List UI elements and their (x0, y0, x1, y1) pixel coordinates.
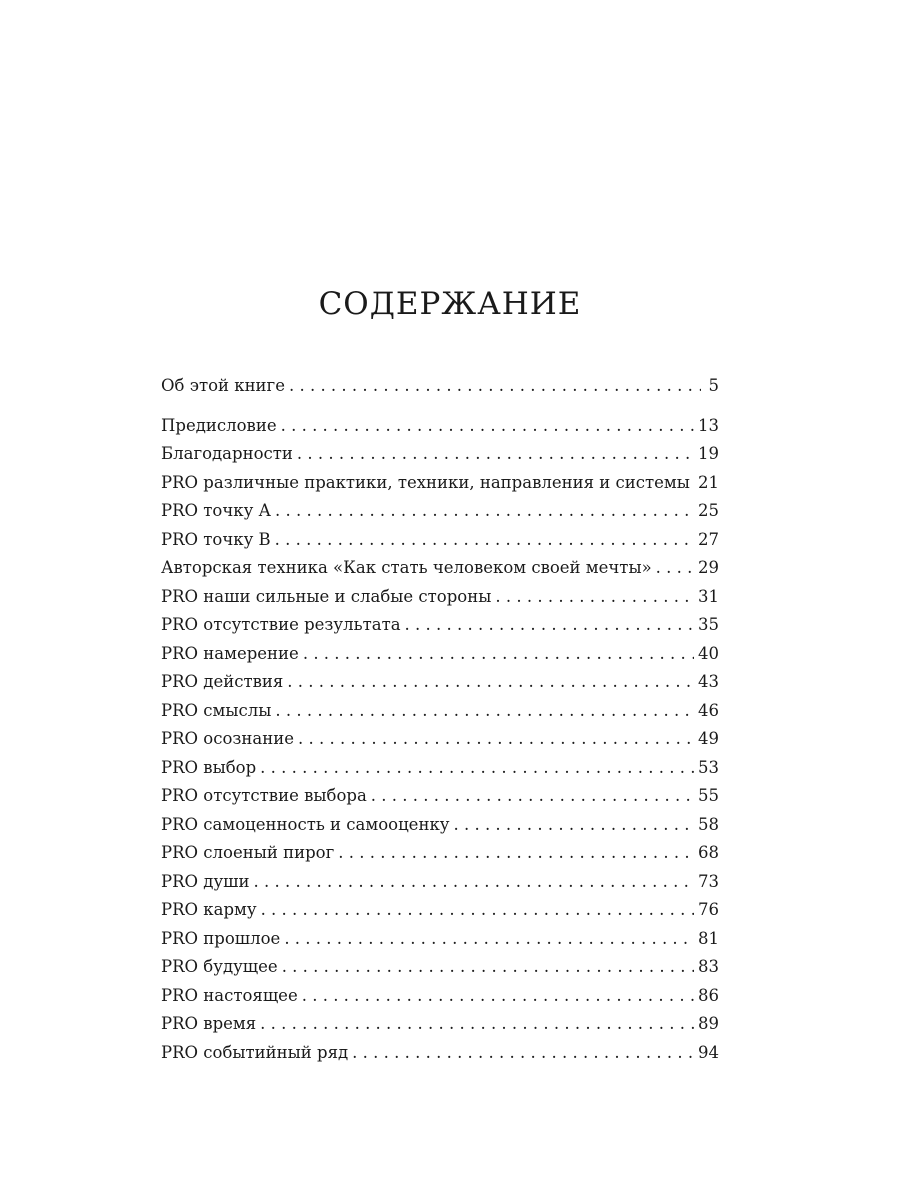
dot-leader (275, 497, 694, 526)
toc-entry (161, 697, 719, 726)
toc-entry (161, 754, 719, 783)
dot-leader (289, 372, 701, 401)
toc-entry-page: 43 (698, 672, 719, 691)
dot-leader (371, 782, 694, 811)
toc-entry (161, 782, 719, 811)
toc-entry (161, 668, 719, 697)
toc-entry (161, 1010, 719, 1039)
toc-entry (161, 925, 719, 954)
toc-entry-page: 68 (698, 843, 719, 862)
toc-entry (161, 440, 719, 469)
dot-leader (297, 440, 694, 469)
toc-entry-label: Об этой книге (161, 376, 285, 395)
toc-entry-page: 13 (698, 415, 719, 435)
toc-entry (161, 1039, 719, 1068)
toc-entry-page: 49 (698, 729, 719, 748)
toc-entry-label: Авторская техника «Как стать человеком своей мечты» (161, 558, 652, 577)
toc-entry-label: PRO настоящее (161, 985, 298, 1005)
dot-leader (261, 896, 694, 925)
toc-entry-page: 81 (698, 928, 719, 948)
toc-entry-page: 27 (698, 529, 719, 549)
toc-entry-page: 35 (698, 615, 719, 634)
table-of-contents (161, 372, 719, 1067)
toc-entry-page: 83 (698, 957, 719, 976)
toc-entry-label: PRO слоеный пирог (161, 843, 335, 862)
toc-entry-page: 53 (698, 757, 719, 777)
toc-entry (161, 497, 719, 526)
dot-leader (284, 925, 694, 954)
dot-leader (254, 868, 694, 897)
toc-entry-label: Предисловие (161, 415, 277, 435)
toc-entry-page: 55 (698, 786, 719, 805)
toc-entry (161, 611, 719, 640)
toc-entry-page: 25 (698, 501, 719, 520)
toc-entry-page: 76 (698, 900, 719, 919)
toc-entry-label: PRO выбор (161, 757, 257, 777)
toc-entry-page: 46 (698, 700, 719, 720)
toc-entry-page: 89 (698, 1014, 719, 1033)
toc-entry (161, 811, 719, 840)
toc-entry-label: PRO прошлое (161, 928, 281, 948)
toc-entry-page: 31 (698, 586, 719, 606)
page-title: СОДЕРЖАНИЕ (318, 286, 582, 322)
toc-entry-page: 21 (698, 472, 719, 492)
toc-entry-label: PRO событийный ряд (161, 1042, 349, 1062)
toc-entry (161, 839, 719, 868)
toc-entry (161, 640, 719, 669)
toc-entry-page: 29 (698, 558, 719, 577)
toc-entry-page: 19 (698, 444, 719, 463)
dot-leader (656, 554, 694, 583)
toc-entry-label: PRO время (161, 1014, 257, 1033)
toc-entry-label: PRO карму (161, 900, 257, 919)
dot-leader (287, 668, 694, 697)
dot-leader (275, 697, 694, 726)
toc-entry-label: PRO души (161, 871, 250, 891)
dot-leader (405, 611, 694, 640)
dot-leader (275, 526, 694, 555)
toc-entry-label: PRO намерение (161, 643, 299, 663)
dot-leader (260, 754, 694, 783)
toc-entry (161, 469, 719, 498)
dot-leader (281, 412, 694, 441)
toc-entry-page: 86 (698, 985, 719, 1005)
toc-entry-page: 40 (698, 643, 719, 663)
toc-entry-label: PRO различные практики, техники, направления и системы (161, 472, 690, 492)
toc-entry-label: Благодарности (161, 444, 293, 463)
toc-entry-label: PRO точку В (161, 529, 271, 549)
dot-leader (495, 583, 694, 612)
toc-entry (161, 953, 719, 982)
toc-entry-page: 5 (708, 376, 719, 395)
toc-entry-page: 58 (698, 814, 719, 834)
toc-entry-label: PRO отсутствие выбора (161, 786, 367, 805)
toc-entry-page: 73 (698, 871, 719, 891)
toc-entry (161, 868, 719, 897)
dot-leader (453, 811, 694, 840)
dot-leader (298, 725, 694, 754)
dot-leader (303, 640, 694, 669)
toc-entry (161, 725, 719, 754)
toc-entry-label: PRO самоценность и самооценку (161, 814, 450, 834)
dot-leader (352, 1039, 694, 1068)
toc-entry (161, 583, 719, 612)
toc-entry (161, 982, 719, 1011)
dot-leader (282, 953, 694, 982)
dot-leader (302, 982, 694, 1011)
toc-entry-label: PRO отсутствие результата (161, 615, 401, 634)
toc-entry-label: PRO точку А (161, 501, 272, 520)
toc-entry-label: PRO осознание (161, 729, 294, 748)
toc-entry (161, 412, 719, 441)
dot-leader (338, 839, 694, 868)
toc-entry-label: PRO смыслы (161, 700, 272, 720)
toc-entry-label: PRO будущее (161, 957, 278, 976)
toc-entry (161, 526, 719, 555)
toc-entry-label: PRO наши сильные и слабые стороны (161, 586, 492, 606)
toc-entry-label: PRO действия (161, 672, 284, 691)
toc-entry-page: 94 (698, 1042, 719, 1062)
toc-entry (161, 554, 719, 583)
dot-leader (260, 1010, 694, 1039)
toc-entry (161, 896, 719, 925)
toc-entry (161, 372, 719, 401)
